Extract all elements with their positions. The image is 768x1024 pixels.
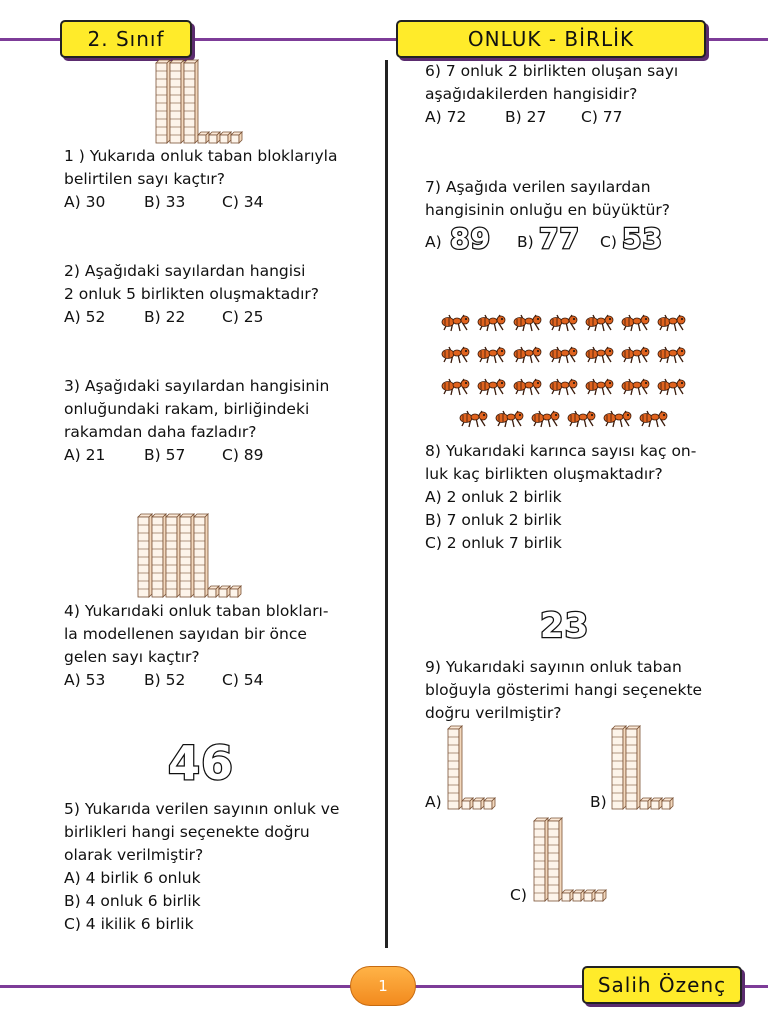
q6-option-c[interactable]: C) 77 bbox=[581, 108, 623, 126]
q4-option-b[interactable]: B) 52 bbox=[144, 671, 186, 689]
ant-icon bbox=[514, 347, 541, 363]
ant-icon bbox=[478, 379, 505, 395]
q5-line: 5) Yukarıda verilen sayının onluk ve bbox=[64, 800, 340, 818]
question-2 bbox=[64, 260, 319, 329]
q9-option-c-label[interactable]: C) bbox=[510, 886, 527, 904]
one-cube bbox=[584, 890, 595, 901]
q7-option-c-value[interactable]: 53 bbox=[622, 222, 663, 255]
q9-option-b-blocks[interactable] bbox=[612, 726, 702, 812]
q5-option-c[interactable]: C) 4 ikilik 6 birlik bbox=[64, 915, 194, 933]
grade-label: 2. Sınıf bbox=[87, 27, 165, 51]
q1-line: belirtilen sayı kaçtır? bbox=[64, 170, 226, 188]
ant-icon bbox=[622, 315, 649, 331]
ant-icon bbox=[478, 347, 505, 363]
ant-icon bbox=[640, 411, 667, 427]
one-cube bbox=[219, 586, 230, 597]
one-cube bbox=[209, 132, 220, 143]
q2-option-a[interactable]: A) 52 bbox=[64, 308, 106, 326]
grade-tag bbox=[60, 20, 192, 58]
ten-rod bbox=[156, 60, 170, 143]
q3-line: onluğundaki rakam, birliğindeki bbox=[64, 400, 310, 418]
question-8 bbox=[425, 440, 696, 555]
q1-options bbox=[64, 191, 338, 214]
ant-icon bbox=[442, 347, 469, 363]
q3-option-c[interactable]: C) 89 bbox=[222, 446, 264, 464]
ten-rod bbox=[626, 726, 640, 809]
q3-option-b[interactable]: B) 57 bbox=[144, 446, 186, 464]
ant-icon bbox=[586, 347, 613, 363]
question-5 bbox=[64, 798, 339, 936]
column-divider bbox=[385, 60, 388, 948]
ant-icon bbox=[478, 315, 505, 331]
q5-option-b[interactable]: B) 4 onluk 6 birlik bbox=[64, 892, 201, 910]
q4-base-ten-blocks bbox=[138, 514, 278, 600]
one-cube bbox=[573, 890, 584, 901]
ant-icon bbox=[514, 379, 541, 395]
page-number-badge bbox=[350, 966, 416, 1006]
q9-option-b-label[interactable]: B) bbox=[590, 793, 607, 811]
topic-tag bbox=[396, 20, 706, 58]
question-1 bbox=[64, 145, 338, 214]
q6-option-a[interactable]: A) 72 bbox=[425, 108, 467, 126]
ten-rod bbox=[534, 818, 548, 901]
q4-line: 4) Yukarıdaki onluk taban blokları- bbox=[64, 602, 329, 620]
q4-option-a[interactable]: A) 53 bbox=[64, 671, 106, 689]
ten-rod bbox=[152, 514, 166, 597]
q8-option-a[interactable]: A) 2 onluk 2 birlik bbox=[425, 488, 562, 506]
one-cube bbox=[662, 798, 673, 809]
q1-option-a[interactable]: A) 30 bbox=[64, 193, 106, 211]
ten-rod bbox=[612, 726, 626, 809]
q3-option-a[interactable]: A) 21 bbox=[64, 446, 106, 464]
q9-option-c-blocks[interactable] bbox=[534, 818, 634, 904]
ant-icon bbox=[550, 379, 577, 395]
q9-line: 9) Yukarıdaki sayının onluk taban bbox=[425, 658, 682, 676]
q7-line: hangisinin onluğu en büyüktür? bbox=[425, 201, 671, 219]
q5-line: birlikleri hangi seçenekte doğru bbox=[64, 823, 310, 841]
one-cube bbox=[562, 890, 573, 901]
q1-line: 1 ) Yukarıda onluk taban bloklarıyla bbox=[64, 147, 338, 165]
q1-option-b[interactable]: B) 33 bbox=[144, 193, 186, 211]
ant-picture bbox=[436, 308, 696, 436]
q1-option-c[interactable]: C) 34 bbox=[222, 193, 264, 211]
ant-icon bbox=[586, 379, 613, 395]
q7-option-a-label[interactable]: A) bbox=[425, 233, 442, 251]
one-cube bbox=[220, 132, 231, 143]
one-cube bbox=[640, 798, 651, 809]
ten-rod bbox=[138, 514, 152, 597]
q3-line: 3) Aşağıdaki sayılardan hangisinin bbox=[64, 377, 330, 395]
one-cube bbox=[462, 798, 473, 809]
ten-rod bbox=[448, 726, 462, 809]
q3-line: rakamdan daha fazladır? bbox=[64, 423, 257, 441]
author-tag bbox=[582, 966, 742, 1004]
question-7 bbox=[425, 176, 670, 222]
q9-option-a-blocks[interactable] bbox=[448, 726, 528, 812]
ant-icon bbox=[532, 411, 559, 427]
ant-icon bbox=[514, 315, 541, 331]
one-cube bbox=[651, 798, 662, 809]
ant-icon bbox=[460, 411, 487, 427]
q5-option-a[interactable]: A) 4 birlik 6 onluk bbox=[64, 869, 201, 887]
q4-options bbox=[64, 669, 328, 692]
q7-option-c-label[interactable]: C) bbox=[600, 233, 617, 251]
one-cube bbox=[473, 798, 484, 809]
ant-icon bbox=[658, 347, 685, 363]
q8-line: luk kaç birlikten oluşmaktadır? bbox=[425, 465, 663, 483]
q6-option-b[interactable]: B) 27 bbox=[505, 108, 547, 126]
q8-option-b[interactable]: B) 7 onluk 2 birlik bbox=[425, 511, 562, 529]
ten-rod bbox=[194, 514, 208, 597]
q2-line: 2) Aşağıdaki sayılardan hangisi bbox=[64, 262, 306, 280]
q7-line: 7) Aşağıda verilen sayılardan bbox=[425, 178, 651, 196]
ant-icon bbox=[658, 379, 685, 395]
q8-line: 8) Yukarıdaki karınca sayısı kaç on- bbox=[425, 442, 697, 460]
question-3 bbox=[64, 375, 329, 467]
q6-line: aşağıdakilerden hangisidir? bbox=[425, 85, 638, 103]
one-cube bbox=[231, 132, 242, 143]
q7-option-b-value[interactable]: 77 bbox=[539, 222, 580, 255]
q5-line: olarak verilmiştir? bbox=[64, 846, 204, 864]
ant-icon bbox=[496, 411, 523, 427]
ten-rod bbox=[548, 818, 562, 901]
one-cube bbox=[230, 586, 241, 597]
one-cube bbox=[595, 890, 606, 901]
q3-options bbox=[64, 444, 329, 467]
q4-option-c[interactable]: C) 54 bbox=[222, 671, 264, 689]
ant-icon bbox=[622, 347, 649, 363]
q8-option-c[interactable]: C) 2 onluk 7 birlik bbox=[425, 534, 562, 552]
author-name: Salih Özenç bbox=[597, 973, 727, 997]
ant-icon bbox=[550, 347, 577, 363]
q2-option-b[interactable]: B) 22 bbox=[144, 308, 186, 326]
q9-line: doğru verilmiştir? bbox=[425, 704, 562, 722]
q2-options bbox=[64, 306, 319, 329]
q7-option-b-label[interactable]: B) bbox=[517, 233, 534, 251]
q6-options bbox=[425, 106, 678, 129]
q6-line: 6) 7 onluk 2 birlikten oluşan sayı bbox=[425, 62, 679, 80]
ant-icon bbox=[622, 379, 649, 395]
ant-icon bbox=[586, 315, 613, 331]
ten-rod bbox=[180, 514, 194, 597]
q9-option-a-label[interactable]: A) bbox=[425, 793, 442, 811]
q5-number: 46 bbox=[168, 736, 235, 790]
ten-rod bbox=[184, 60, 198, 143]
q1-base-ten-blocks bbox=[156, 60, 266, 146]
q9-number: 23 bbox=[540, 606, 590, 646]
question-6 bbox=[425, 60, 678, 129]
q4-line: la modellenen sayıdan bir önce bbox=[64, 625, 307, 643]
ant-icon bbox=[568, 411, 595, 427]
page-number: 1 bbox=[378, 977, 388, 995]
question-9 bbox=[425, 656, 702, 725]
ant-icon bbox=[604, 411, 631, 427]
ten-rod bbox=[170, 60, 184, 143]
q2-line: 2 onluk 5 birlikten oluşmaktadır? bbox=[64, 285, 319, 303]
ant-icon bbox=[442, 379, 469, 395]
question-4 bbox=[64, 600, 328, 692]
one-cube bbox=[198, 132, 209, 143]
ant-icon bbox=[658, 315, 685, 331]
one-cube bbox=[208, 586, 219, 597]
q9-line: bloğuyla gösterimi hangi seçenekte bbox=[425, 681, 703, 699]
ant-icon bbox=[550, 315, 577, 331]
topic-label: ONLUK - BİRLİK bbox=[467, 27, 635, 51]
ant-icon bbox=[442, 315, 469, 331]
ten-rod bbox=[166, 514, 180, 597]
q4-line: gelen sayı kaçtır? bbox=[64, 648, 200, 666]
one-cube bbox=[484, 798, 495, 809]
q7-option-a-value[interactable]: 89 bbox=[450, 222, 491, 255]
q2-option-c[interactable]: C) 25 bbox=[222, 308, 264, 326]
